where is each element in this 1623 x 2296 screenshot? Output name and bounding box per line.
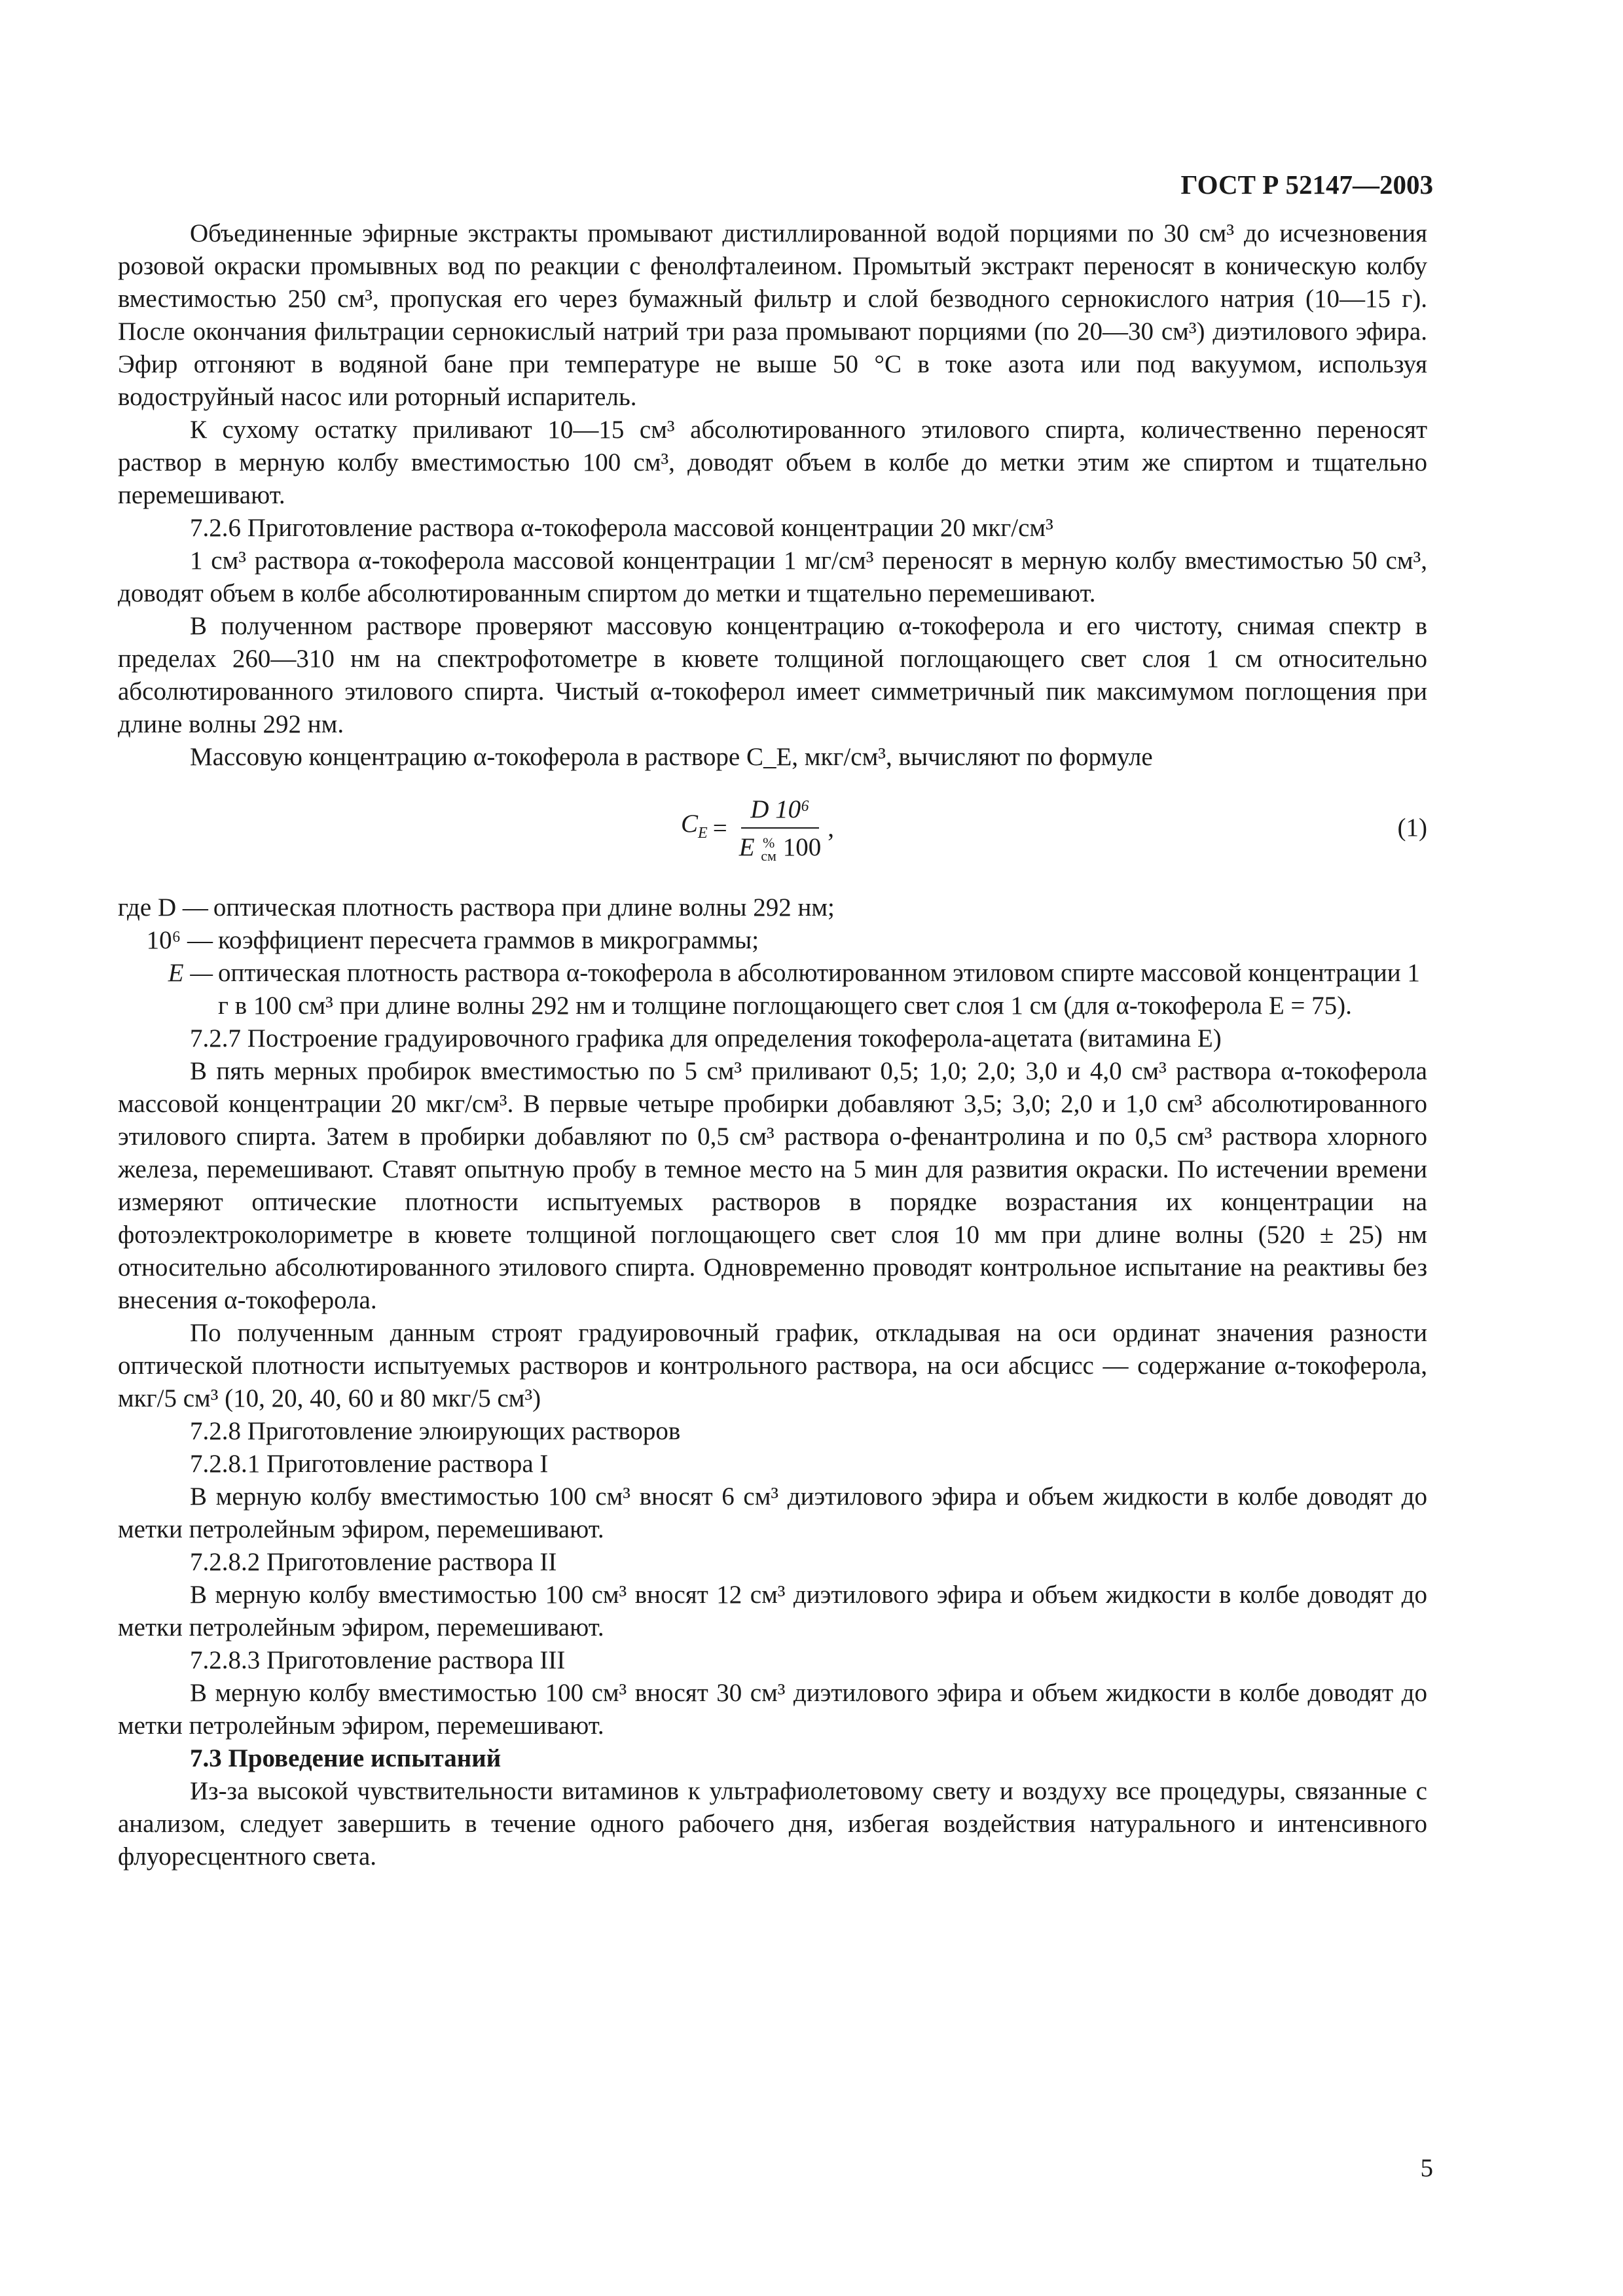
formula-lhs: $C_E$ xyxy=(681,810,708,842)
formula: $C_E$ = D 10⁶ E % см 100 , xyxy=(681,793,834,864)
section-heading: 7.2.7 Построение градуировочного графика для определения токоферола-ацетата (витамина Е) xyxy=(190,1024,1222,1052)
definition-item xyxy=(118,924,1427,957)
paragraph: Массовую концентрацию α-токоферола в растворе C_E, мкг/см³, вычисляют по формуле xyxy=(190,743,1153,771)
definition-item xyxy=(118,891,1427,924)
document-header: ГОСТ Р 52147—2003 xyxy=(1180,170,1433,200)
formula-block xyxy=(118,780,1427,885)
paragraph: Объединенные эфирные экстракты промывают дистиллированной водой порциями по 30 см³ до исчезновения розовой окраски промывных вод по реакции с фенолфталеином. Промытый экстракт переносят в коническую колбу вместимостью 250 см³, пропуская его через бумажный фильтр и слой безводного сернокислого натрия (10—15 г). После окончания фильтрации сернокислый натрий три раза промывают порциями (по 20—30 см³) диэтилового эфира. Эфир отгоняют в водяной бане при температуре не выше 50 °С в токе азота или под вакуумом, используя водоструйный насос или роторный испаритель. xyxy=(118,219,1427,411)
definitions xyxy=(118,891,1427,1022)
paragraph: 1 см³ раствора α-токоферола массовой концентрации 1 мг/см³ переносят в мерную колбу вместимостью 50 см³, доводят объем в колбе абсолютированным спиртом до метки и тщательно перемешивают. xyxy=(118,547,1427,607)
formula-numerator: D 10⁶ xyxy=(741,793,818,829)
paragraph: В мерную колбу вместимостью 100 см³ вносят 30 см³ диэтилового эфира и объем жидкости в колбе доводят до метки петролейным эфиром, перемешивают. xyxy=(118,1679,1427,1740)
section-heading: 7.2.8 Приготовление элюирующих растворов xyxy=(190,1417,681,1445)
definition-text: оптическая плотность раствора при длине волны 292 нм; xyxy=(213,893,835,922)
section-heading: 7.2.8.1 Приготовление раствора I xyxy=(190,1450,549,1478)
paragraph: В полученном растворе проверяют массовую концентрацию α-токоферола и его чистоту, снимая спектр в пределах 260—310 нм на спектрофотометре в кювете толщиной поглощающего свет слоя 1 см относительно абсолютированного этилового спирта. Чистый α-токоферол имеет симметричный пик максимумом поглощения при длине волны 292 нм. xyxy=(118,612,1427,738)
document-body xyxy=(118,217,1427,1873)
formula-denominator: E % см 100 xyxy=(739,833,822,865)
definition-symbol: где D — xyxy=(118,893,208,922)
section-heading: 7.2.8.3 Приготовление раствора III xyxy=(190,1646,566,1674)
paragraph: В пять мерных пробирок вместимостью по 5 см³ приливают 0,5; 1,0; 2,0; 3,0 и 4,0 см³ раствора α-токоферола массовой концентрации 20 мкг/см³. В первые четыре пробирки добавляют 3,5; 3,0; 2,0 и 1,0 см³ абсолютированного этилового спирта. Затем в пробирки добавляют по 0,5 см³ раствора о-фенантролина и по 0,5 см³ раствора хлорного железа, перемешивают. Ставят опытную пробу в темное место на 5 мин для развития окраски. По истечении времени измеряют оптические плотности испытуемых растворов в порядке возрастания их концентрации на фотоэлектроколориметре в кювете толщиной поглощающего свет слоя 10 мм при длине волны (520 ± 25) нм относительно абсолютированного этилового спирта. Одновременно проводят контрольное испытание на реактивы без внесения α-токоферола. xyxy=(118,1057,1427,1314)
section-heading-bold: 7.3 Проведение испытаний xyxy=(190,1744,501,1772)
definition-symbol: 10⁶ — xyxy=(146,926,213,954)
section-heading: 7.2.8.2 Приготовление раствора II xyxy=(190,1548,557,1576)
paragraph: Из-за высокой чувствительности витаминов к ультрафиолетовому свету и воздуху все процедуры, связанные с анализом, следует завершить в течение одного рабочего дня, избегая воздействия натурального и интенсивного флуоресцентного света. xyxy=(118,1777,1427,1871)
paragraph: К сухому остатку приливают 10—15 см³ абсолютированного этилового спирта, количественно переносят раствор в мерную колбу вместимостью 100 см³, доводят объем в колбе до метки этим же спиртом и тщательно перемешивают. xyxy=(118,416,1427,509)
paragraph: По полученным данным строят градуировочный график, откладывая на оси ординат значения разности оптической плотности испытуемых растворов и контрольного раствора, на оси абсцисс — содержание α-токоферола, мкг/5 см³ (10, 20, 40, 60 и 80 мкг/5 см³) xyxy=(118,1319,1427,1412)
definition-text: коэффициент пересчета граммов в микрограммы; xyxy=(218,926,759,954)
paragraph: В мерную колбу вместимостью 100 см³ вносят 6 см³ диэтилового эфира и объем жидкости в колбе доводят до метки петролейным эфиром, перемешивают. xyxy=(118,1482,1427,1543)
paragraph: В мерную колбу вместимостью 100 см³ вносят 12 см³ диэтилового эфира и объем жидкости в колбе доводят до метки петролейным эфиром, перемешивают. xyxy=(118,1581,1427,1641)
section-heading: 7.2.6 Приготовление раствора α-токоферола массовой концентрации 20 мкг/см³ xyxy=(190,514,1053,542)
page-number: 5 xyxy=(1420,2154,1433,2182)
formula-fraction xyxy=(739,793,822,864)
definition-symbol: E — xyxy=(168,959,213,987)
equation-number: (1) xyxy=(1397,814,1427,842)
definition-item xyxy=(118,957,1427,1022)
definition-text: оптическая плотность раствора α-токоферола в абсолютированном этиловом спирте массовой концентрации 1 г в 100 см³ при длине волны 292 нм и толщине поглощающего свет слоя 1 см (для α-токоферола E = 75). xyxy=(218,959,1420,1020)
